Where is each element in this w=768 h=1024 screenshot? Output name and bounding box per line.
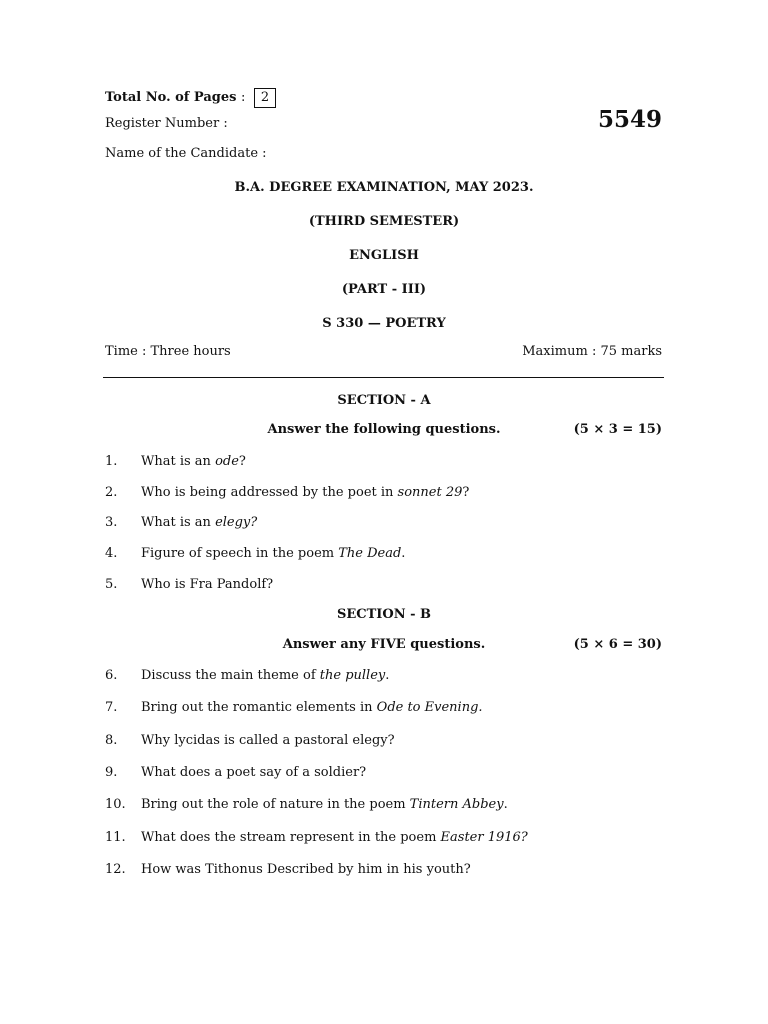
- question-number: 4.: [105, 546, 118, 561]
- question-number: 5.: [105, 577, 118, 592]
- candidate-name-label: Name of the Candidate :: [105, 146, 267, 161]
- question-number: 9.: [105, 765, 118, 780]
- question-text: Why lycidas is called a pastoral elegy?: [141, 733, 395, 748]
- time-label: Time : Three hours: [105, 344, 231, 359]
- question-text: Discuss the main theme of the pulley.: [141, 668, 390, 683]
- section-b-marks: (5 × 6 = 30): [573, 637, 662, 652]
- semester-title: (THIRD SEMESTER): [308, 214, 460, 229]
- question-text: Bring out the romantic elements in Ode to Evening.: [141, 700, 483, 715]
- question-number: 11.: [105, 830, 126, 845]
- question-number: 1.: [105, 454, 118, 469]
- question-text: How was Tithonus Described by him in his youth?: [141, 862, 471, 877]
- total-pages-sep: :: [240, 90, 246, 105]
- divider-line: [103, 377, 664, 378]
- question-number: 3.: [105, 515, 118, 530]
- question-number: 7.: [105, 700, 118, 715]
- question-text: Bring out the role of nature in the poem Tintern Abbey.: [141, 797, 508, 812]
- question-text: Who is being addressed by the poet in sonnet 29?: [141, 485, 470, 500]
- question-text: Who is Fra Pandolf?: [141, 577, 274, 592]
- section-a-title: SECTION - A: [337, 393, 431, 408]
- question-text: What is an ode?: [141, 454, 246, 469]
- section-b-title: SECTION - B: [336, 607, 432, 622]
- question-number: 12.: [105, 862, 126, 877]
- total-pages-value: 2: [254, 88, 276, 108]
- question-text: What is an elegy?: [141, 515, 258, 530]
- question-number: 2.: [105, 485, 118, 500]
- question-number: 10.: [105, 797, 126, 812]
- question-number: 6.: [105, 668, 118, 683]
- section-b-instruction: Answer any FIVE questions.: [282, 637, 486, 652]
- question-text: Figure of speech in the poem The Dead.: [141, 546, 406, 561]
- exam-title: B.A. DEGREE EXAMINATION, MAY 2023.: [234, 180, 534, 195]
- paper-title: S 330 — POETRY: [322, 316, 446, 331]
- part-title: (PART - III): [341, 282, 427, 297]
- paper-code: 5549: [597, 106, 662, 133]
- total-pages-label: Total No. of Pages: [105, 90, 237, 105]
- question-number: 8.: [105, 733, 118, 748]
- section-a-instruction: Answer the following questions.: [267, 422, 501, 437]
- max-marks-label: Maximum : 75 marks: [522, 344, 662, 359]
- total-pages-line: [105, 88, 276, 108]
- section-a-marks: (5 × 3 = 15): [573, 422, 662, 437]
- register-number-label: Register Number :: [105, 116, 228, 131]
- question-text: What does a poet say of a soldier?: [141, 765, 367, 780]
- question-text: What does the stream represent in the poem Easter 1916?: [141, 830, 528, 845]
- subject-title: ENGLISH: [349, 248, 419, 263]
